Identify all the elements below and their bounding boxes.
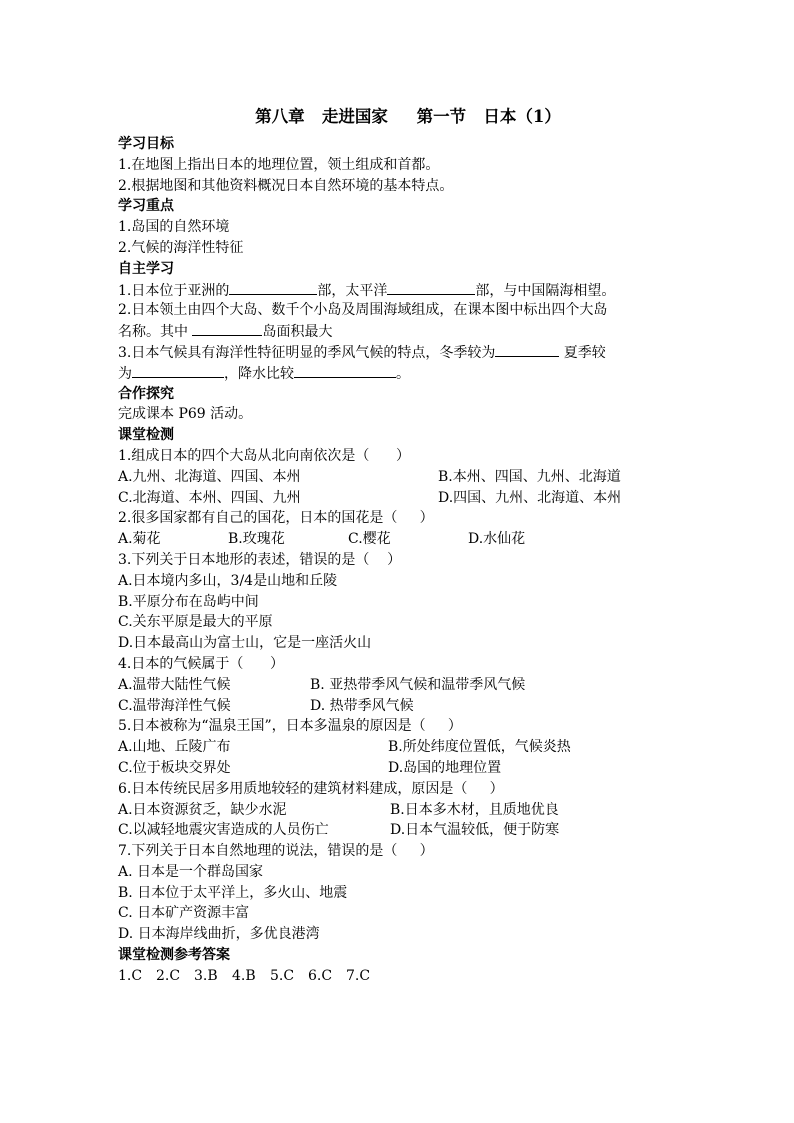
objectives-heading: 学习目标 bbox=[118, 136, 174, 152]
self-study-q3-cont: 为 ，降水比较 。 bbox=[118, 363, 688, 384]
option-a: A.日本境内多山，3/4是山地和丘陵 bbox=[118, 572, 338, 589]
answers-list bbox=[118, 966, 688, 987]
option-d: D. 热带季风气候 bbox=[310, 697, 414, 714]
option-a: A.温带大陆性气候 bbox=[118, 676, 231, 693]
quiz-q5-options bbox=[118, 758, 688, 779]
option-c: C.关东平原是最大的平原 bbox=[118, 614, 273, 631]
answer-blank[interactable] bbox=[294, 363, 396, 378]
option-d: D. 日本海岸线曲折，多优良港湾 bbox=[118, 926, 320, 943]
answer-item: 4.B bbox=[232, 967, 256, 984]
answers-heading: 课堂检测参考答案 bbox=[118, 947, 230, 964]
quiz-q1-stem: 1.组成日本的四个大岛从北向南依次是（ ） bbox=[118, 447, 411, 464]
answer-item: 7.C bbox=[346, 967, 371, 984]
answer-item: 3.B bbox=[194, 967, 218, 984]
quiz-q1-options bbox=[118, 488, 688, 509]
self-study-q2-cont: 名称。其中 岛面积最大 bbox=[118, 321, 688, 342]
option-b: B. 日本位于太平洋上，多火山、地震 bbox=[118, 884, 348, 901]
quiz-q6-options bbox=[118, 820, 688, 841]
option-c: C.以减轻地震灾害造成的人员伤亡 bbox=[118, 822, 329, 839]
cooperation-text: 完成课本 P69 活动。 bbox=[118, 406, 253, 423]
answer-item: 1.C bbox=[118, 967, 143, 984]
quiz-q4-options bbox=[118, 675, 688, 696]
option-d: D.岛国的地理位置 bbox=[388, 759, 502, 776]
self-study-q3: 3.日本气候具有海洋性特征明显的季风气候的特点，冬季较为 夏季较 bbox=[118, 342, 688, 363]
option-c: C.温带海洋性气候 bbox=[118, 697, 231, 714]
answer-item: 5.C bbox=[270, 967, 295, 984]
option-a: A.九州、北海道、四国、本州 bbox=[118, 468, 301, 485]
option-a: A.菊花 bbox=[118, 531, 161, 548]
objective-item: 1.在地图上指出日本的地理位置，领土组成和首都。 bbox=[118, 156, 440, 173]
self-study-q2: 2.日本领土由四个大岛、数千个小岛及周围海域组成，在课本图中标出四个大岛 bbox=[118, 302, 608, 319]
answer-blank[interactable] bbox=[387, 280, 475, 295]
quiz-q4-options bbox=[118, 696, 688, 717]
answer-item: 6.C bbox=[308, 967, 333, 984]
quiz-heading: 课堂检测 bbox=[118, 427, 174, 444]
quiz-q3-stem: 3.下列关于日本地形的表述，错误的是（ ） bbox=[118, 551, 402, 568]
quiz-q2-stem: 2.很多国家都有自己的国花，日本的国花是（ ） bbox=[118, 510, 434, 527]
page-title: 第八章 走进国家 第一节 日本（1） bbox=[255, 107, 561, 126]
quiz-q7-stem: 7.下列关于日本自然地理的说法，错误的是（ ） bbox=[118, 843, 434, 860]
option-d: D.四国、九州、北海道、本州 bbox=[438, 489, 622, 506]
cooperation-heading: 合作探究 bbox=[118, 385, 174, 402]
option-d: D.水仙花 bbox=[468, 531, 526, 548]
quiz-q2-options bbox=[118, 529, 688, 550]
option-d: D.日本气温较低，便于防寒 bbox=[390, 822, 560, 839]
answer-blank[interactable] bbox=[495, 342, 559, 357]
answer-blank[interactable] bbox=[192, 321, 262, 336]
option-a: A.山地、丘陵广布 bbox=[118, 739, 231, 756]
option-b: B.所处纬度位置低，气候炎热 bbox=[388, 739, 571, 756]
key-point-item: 2.气候的海洋性特征 bbox=[118, 239, 244, 256]
answer-item: 2.C bbox=[156, 967, 181, 984]
quiz-q4-stem: 4.日本的气候属于（ ） bbox=[118, 655, 285, 672]
option-d: D.日本最高山为富士山，它是一座活火山 bbox=[118, 635, 372, 652]
option-b: B.日本多木材，且质地优良 bbox=[390, 801, 559, 818]
option-b: B.本州、四国、九州、北海道 bbox=[438, 468, 621, 485]
option-b: B.玫瑰花 bbox=[228, 531, 285, 548]
quiz-q5-stem: 5.日本被称为“温泉王国”，日本多温泉的原因是（ ） bbox=[118, 718, 462, 735]
option-b: B. 亚热带季风气候和温带季风气候 bbox=[310, 676, 526, 693]
key-point-item: 1.岛国的自然环境 bbox=[118, 219, 230, 236]
option-c: C. 日本矿产资源丰富 bbox=[118, 905, 250, 922]
answer-blank[interactable] bbox=[132, 363, 224, 378]
self-study-q1: 1.日本位于亚洲的 部，太平洋 部，与中国隔海相望。 bbox=[118, 280, 688, 301]
quiz-q5-options bbox=[118, 737, 688, 758]
quiz-q6-stem: 6.日本传统民居多用质地较轻的建筑材料建成，原因是（ ） bbox=[118, 780, 504, 797]
quiz-q1-options bbox=[118, 467, 688, 488]
objective-item: 2.根据地图和其他资料概况日本自然环境的基本特点。 bbox=[118, 177, 454, 194]
option-b: B.平原分布在岛屿中间 bbox=[118, 593, 259, 610]
option-c: C.位于板块交界处 bbox=[118, 759, 231, 776]
option-c: C.樱花 bbox=[348, 531, 391, 548]
answer-blank[interactable] bbox=[229, 280, 317, 295]
key-points-heading: 学习重点 bbox=[118, 198, 174, 215]
self-study-heading: 自主学习 bbox=[118, 260, 174, 277]
option-a: A.日本资源贫乏，缺少水泥 bbox=[118, 801, 287, 818]
quiz-q6-options bbox=[118, 800, 688, 821]
worksheet-page bbox=[118, 106, 688, 987]
option-a: A. 日本是一个群岛国家 bbox=[118, 863, 264, 880]
option-c: C.北海道、本州、四国、九州 bbox=[118, 489, 301, 506]
